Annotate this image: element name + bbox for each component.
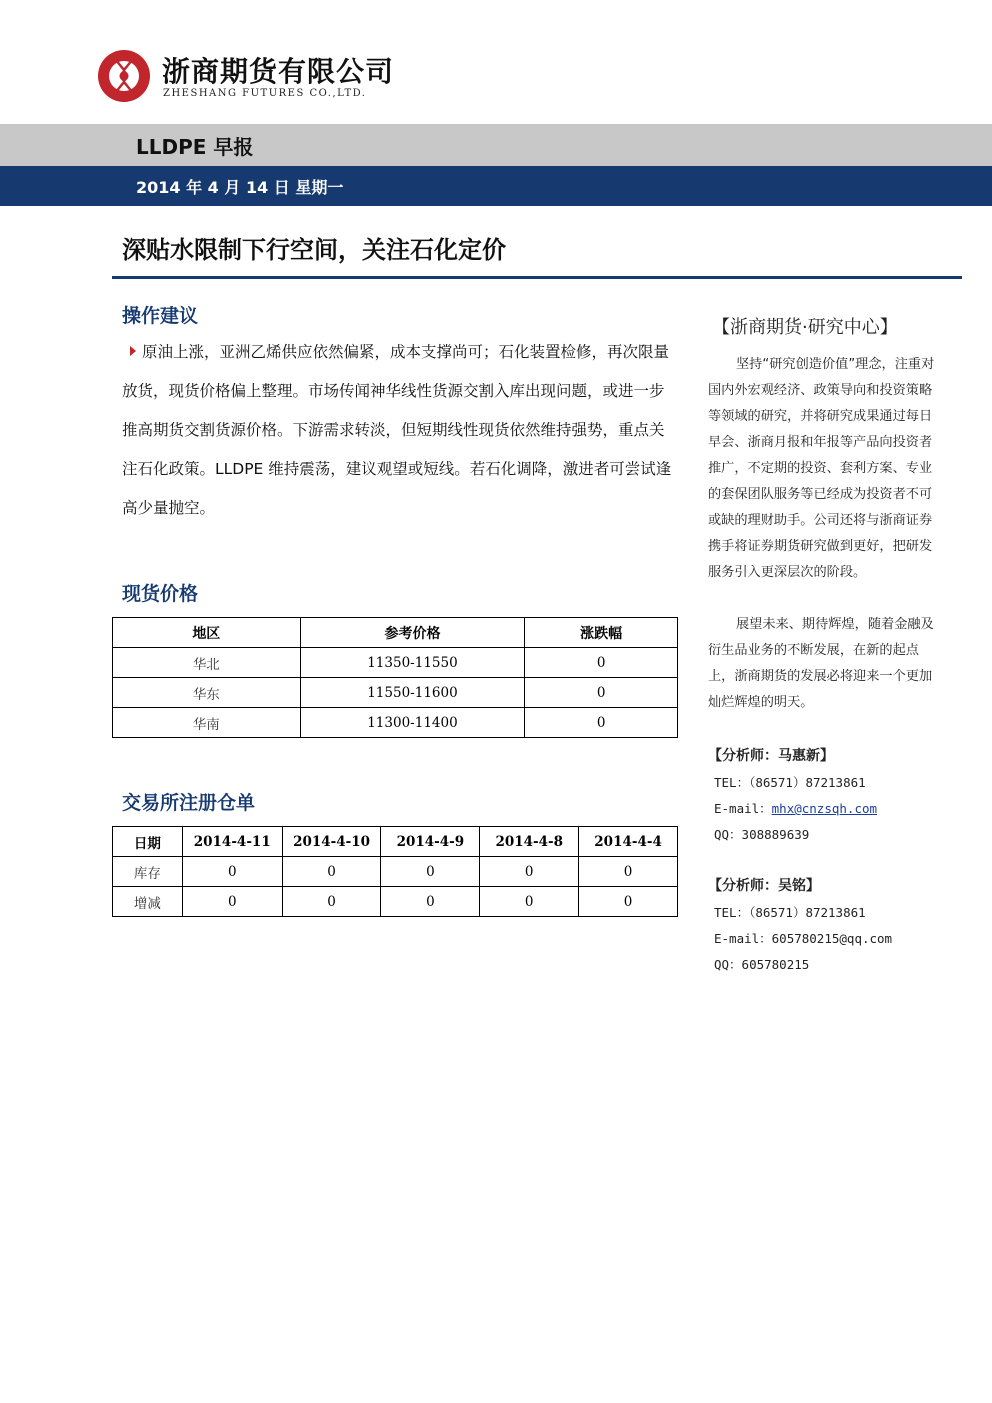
advice-section-title: 操作建议 [122,305,199,327]
value-cell: 0 [381,887,480,917]
column-header: 涨跌幅 [525,618,678,648]
company-logo-icon [96,48,152,104]
column-header: 2014-4-4 [579,827,678,857]
column-header: 参考价格 [300,618,525,648]
email-label: E-mail： [714,801,772,816]
analyst-tel: TEL：（86571）87213861 [714,905,866,920]
column-header: 2014-4-10 [282,827,381,857]
table-header-row [113,827,678,857]
column-header: 日期 [113,827,183,857]
price-cell: 11350-11550 [300,648,525,678]
table-row [113,887,678,917]
analyst-email: 605780215@qq.com [771,931,893,946]
company-name-en: ZHESHANG FUTURES CO.,LTD. [163,88,367,99]
analyst-qq: QQ：308889639 [714,827,810,842]
analyst-email-link[interactable]: mhx@cnzsqh.com [771,801,878,816]
table-row [113,708,678,738]
column-header: 2014-4-8 [480,827,579,857]
headline-divider [112,276,962,279]
warehouse-section-title: 交易所注册仓单 [122,792,256,814]
company-name-cn: 浙商期货有限公司 [162,55,395,88]
report-type-title: LLDPE 早报 [136,135,254,159]
price-cell: 11300-11400 [300,708,525,738]
analyst-qq: QQ：605780215 [714,957,810,972]
value-cell: 0 [480,857,579,887]
analyst-heading: 【分析师：马惠新】 [708,748,834,764]
row-label-cell: 增减 [113,887,183,917]
advice-paragraph [122,333,678,528]
table-row [113,648,678,678]
region-cell: 华东 [113,678,301,708]
column-header: 2014-4-11 [182,827,282,857]
value-cell: 0 [182,857,282,887]
row-label-cell: 库存 [113,857,183,887]
region-cell: 华南 [113,708,301,738]
change-cell: 0 [525,678,678,708]
column-header: 2014-4-9 [381,827,480,857]
change-cell: 0 [525,708,678,738]
value-cell: 0 [480,887,579,917]
table-row [113,857,678,887]
value-cell: 0 [182,887,282,917]
value-cell: 0 [381,857,480,887]
spot-section-title: 现货价格 [122,583,199,605]
analyst-heading: 【分析师：吴铭】 [708,878,820,894]
value-cell: 0 [579,857,678,887]
analyst-email-line [714,799,877,817]
table-header-row [113,618,678,648]
report-date: 2014 年 4 月 14 日 星期一 [136,178,344,197]
research-center-outlook: 展望未来、期待辉煌，随着金融及衍生品业务的不断发展，在新的起点上，浙商期货的发展必将迎来一个更加灿烂辉煌的明天。 [708,617,934,710]
price-cell: 11550-11600 [300,678,525,708]
value-cell: 0 [282,887,381,917]
email-label: E-mail： [714,931,772,946]
research-center-intro: 坚持“研究创造价值”理念，注重对国内外宏观经济、政策导向和投资策略等领域的研究，并将研究成果通过每日早会、浙商月报和年报等产品向投资者推广，不定期的投资、套利方案、专业的套保团队服务等已经成为投资者不可或缺的理财助手。公司还将与浙商证券携手将证券期货研究做到更好，把研发服务引入更深层次的阶段。 [708,357,935,580]
analyst-email-line [714,929,892,947]
table-row [113,678,678,708]
bullet-arrow-icon [130,346,136,356]
report-headline: 深贴水限制下行空间，关注石化定价 [122,236,506,264]
analyst-tel: TEL：（86571）87213861 [714,775,866,790]
value-cell: 0 [282,857,381,887]
change-cell: 0 [525,648,678,678]
value-cell: 0 [579,887,678,917]
advice-text: 原油上涨，亚洲乙烯供应依然偏紧，成本支撑尚可；石化装置检修，再次限量放货，现货价格偏上整理。市场传闻神华线性货源交割入库出现问题，或进一步推高期货交割货源价格。下游需求转淡，但短期线性现货依然维持强势，重点关注石化政策。LLDPE 维持震荡，建议观望或短线。若石化调降，激进者可尝试逢高少量抛空。 [122,343,672,517]
research-center-title: 【浙商期货·研究中心】 [712,317,898,338]
region-cell: 华北 [113,648,301,678]
column-header: 地区 [113,618,301,648]
warehouse-receipt-table [112,826,678,917]
spot-price-table [112,617,678,738]
